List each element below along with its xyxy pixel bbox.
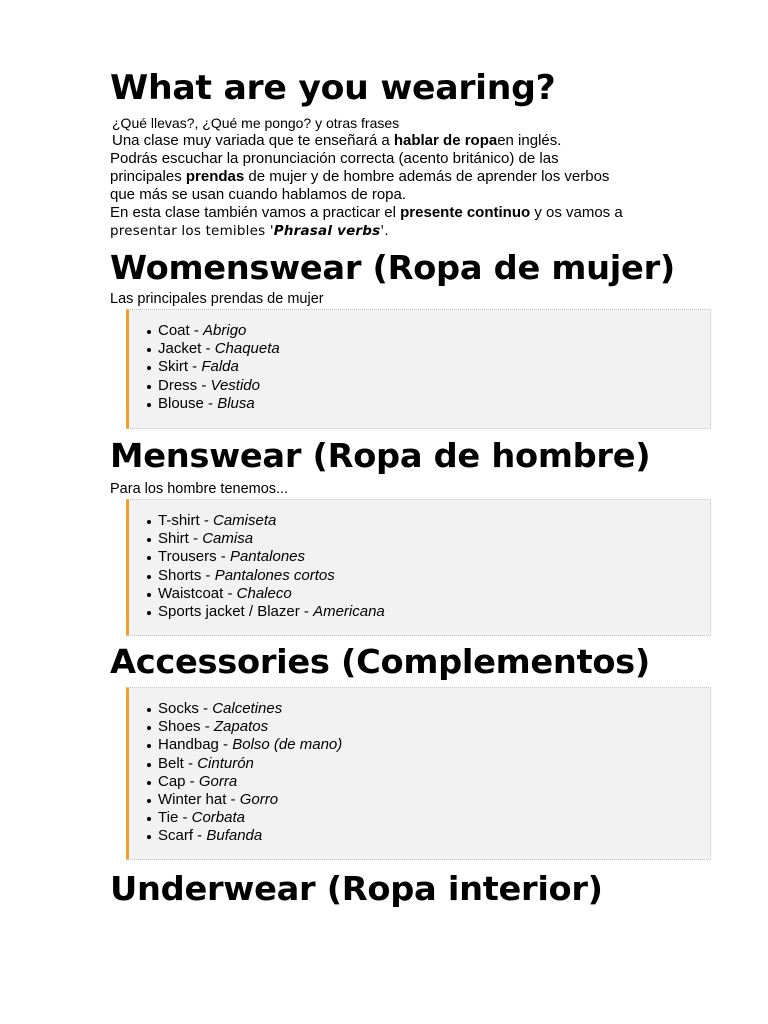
vocab-spanish: Chaleco [236,584,292,602]
intro-text-span: de mujer y de hombre además de aprender los verbos [244,168,610,185]
vocab-spanish: Bolso (de mano) [232,736,343,754]
vocab-spanish: Gorra [198,772,238,790]
vocab-box-menswear [126,499,711,636]
vocab-spanish: Gorro [239,791,279,809]
intro-text-span: principales [110,168,186,185]
vocab-english: Cap - [158,772,199,790]
section-subtitle-womenswear: Las principales prendas de mujer [110,291,324,307]
page-title: What are you wearing? [110,68,556,108]
vocab-item [145,567,710,585]
vocab-spanish: Falda [201,358,239,376]
vocab-item [145,340,710,358]
vocab-box-womenswear [126,309,711,429]
section-title-womenswear: Womenswear (Ropa de mujer) [110,248,675,287]
vocab-spanish: Vestido [210,376,260,394]
vocab-english: T-shirt - [158,512,213,529]
vocab-english: Belt - [158,754,198,772]
vocab-list [129,500,710,621]
vocab-item [145,700,710,718]
vocab-spanish: Blusa [217,394,255,412]
intro-line-2: Podrás escuchar la pronunciación correcta (acento británico) de las [110,150,559,167]
vocab-item [145,548,710,566]
vocab-english: Tie - [158,809,192,827]
vocab-english: Handbag - [158,736,233,754]
vocab-spanish: Chaqueta [214,340,280,358]
intro-text-span: '. [380,223,389,239]
intro-bold-span: hablar de ropa [393,132,498,149]
intro-line-6 [110,222,710,240]
vocab-item [145,718,710,736]
vocab-item [145,377,710,395]
intro-text-span: En esta clase también vamos a practicar el [110,204,401,221]
vocab-english: Shirt - [158,530,203,548]
section-title-accessories: Accessories (Complementos) [110,642,650,681]
intro-line-1 [112,132,710,150]
vocab-english: Dress - [158,376,211,394]
vocab-item [145,530,710,548]
vocab-item [145,755,710,773]
vocab-spanish: Cinturón [197,754,254,772]
vocab-item [145,603,710,621]
vocab-item [145,322,710,340]
vocab-item [145,791,710,809]
intro-line-3 [110,168,710,186]
vocab-english: Skirt - [158,358,202,376]
vocab-english: Shoes - [158,718,214,736]
vocab-spanish: Camisa [202,530,254,548]
vocab-english: Jacket - [158,340,215,358]
vocab-item [145,827,710,845]
intro-bold-span: presente continuo [400,204,531,221]
vocab-spanish: Camiseta [213,512,277,529]
vocab-english: Scarf - [158,827,207,845]
vocab-english: Winter hat - [158,791,240,809]
vocab-item [145,585,710,603]
vocab-spanish: Americana [313,603,385,621]
vocab-item [145,395,710,413]
vocab-spanish: Zapatos [213,718,269,736]
section-title-underwear: Underwear (Ropa interior) [110,869,603,908]
intro-bold-span: prendas [185,168,245,185]
vocab-english: Trousers - [158,548,230,566]
vocab-item [145,773,710,791]
vocab-english: Blouse - [158,394,218,412]
intro-text-span: presentar los temibles ' [110,223,274,239]
vocab-box-accessories [126,687,711,860]
vocab-item [145,809,710,827]
section-title-menswear: Menswear (Ropa de hombre) [110,436,651,475]
intro-text-span: Una clase muy variada que te enseñará a [112,132,394,149]
vocab-spanish: Corbata [191,809,245,827]
intro-text-span: en inglés. [497,132,562,149]
vocab-item [145,736,710,754]
vocab-spanish: Calcetines [212,700,283,717]
intro-line-4: que más se usan cuando hablamos de ropa. [110,186,407,203]
vocab-spanish: Abrigo [203,322,247,339]
intro-line-5 [110,204,710,222]
section-subtitle-menswear: Para los hombre tenemos... [110,481,289,497]
vocab-spanish: Bufanda [206,827,263,845]
vocab-english: Waistcoat - [158,584,237,602]
vocab-list [129,688,710,846]
vocab-spanish: Pantalones [229,548,306,566]
vocab-english: Socks - [158,700,213,717]
vocab-list [129,310,710,413]
intro-text-span: y os vamos a [530,204,623,221]
vocab-english: Shorts - [158,566,215,584]
vocab-english: Sports jacket / Blazer - [158,603,314,621]
intro-bold-italic-span: Phrasal verbs [273,223,381,239]
vocab-english: Coat - [158,322,204,339]
intro-text [110,114,710,240]
vocab-item [145,512,710,530]
intro-subtitle: ¿Qué llevas?, ¿Qué me pongo? y otras frases [112,115,400,131]
vocab-spanish: Pantalones cortos [214,566,335,584]
vocab-item [145,358,710,376]
